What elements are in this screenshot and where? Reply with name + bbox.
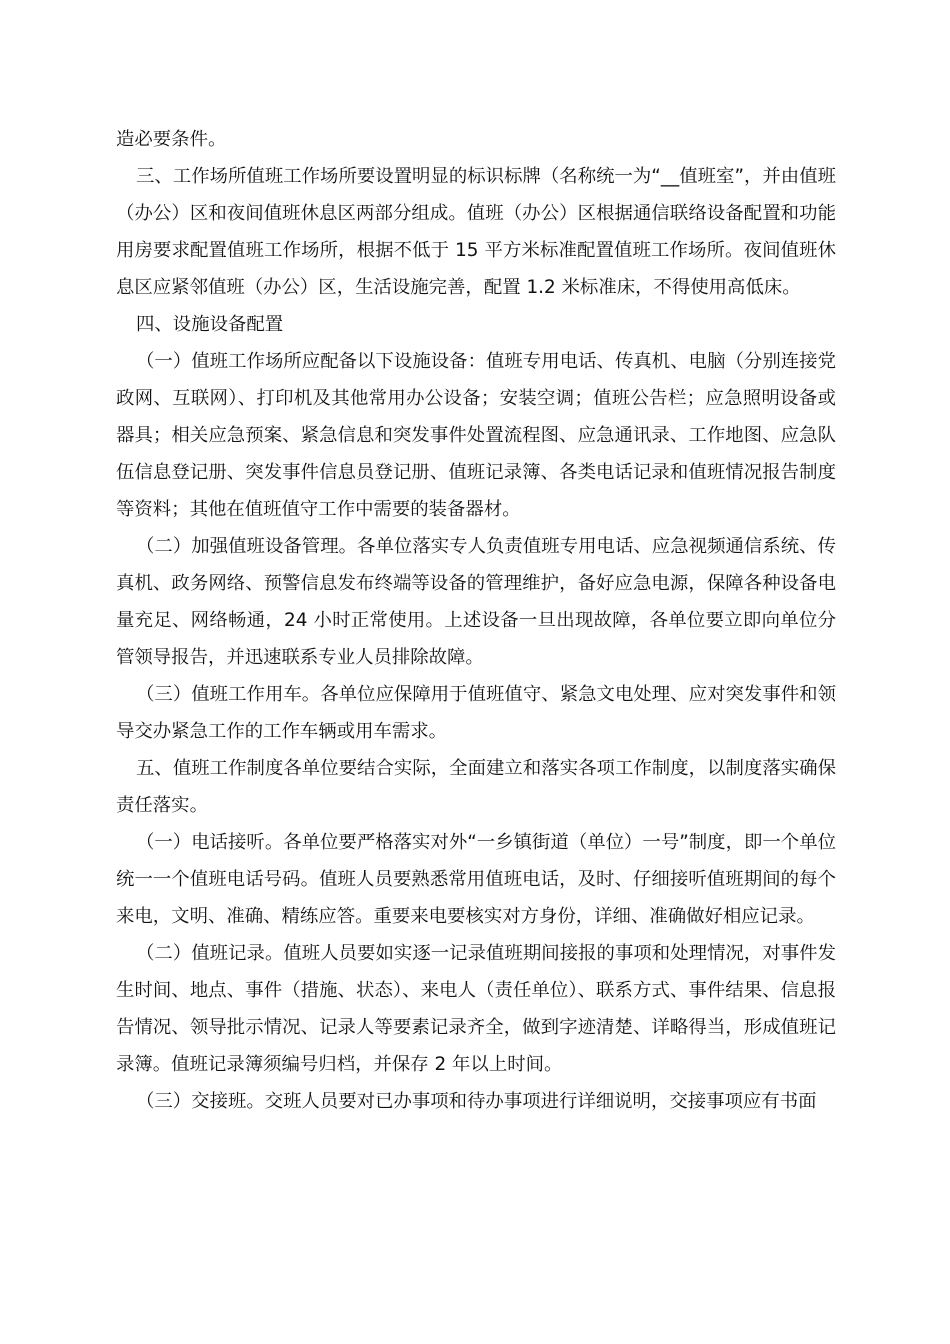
paragraph-5-1-phone-answering: （一）电话接听。各单位要严格落实对外“一乡镇街道（单位）一号”制度，即一个单位统一一个值班电话号码。值班人员要熟悉常用值班电话，及时、仔细接听值班期间的每个来电，文明、准确、精练应答。重要来电要核实对方身份，详细、准确做好相应记录。 — [116, 832, 836, 927]
paragraph-continuation: 造必要条件。 — [116, 129, 227, 150]
paragraph-5-2-duty-records: （二）值班记录。值班人员要如实逐一记录值班期间接报的事项和处理情况，对事件发生时间、地点、事件（措施、状态）、来电人（责任单位）、联系方式、事件结果、信息报告情况、领导批示情况、记录人等要素记录齐全，做到字迹清楚、详略得当，形成值班记录簿。值班记录簿须编号归档，并保存 2 年以上时间。 — [116, 943, 836, 1075]
paragraph-section-3-workplace: 三、工作场所值班工作场所要设置明显的标识标牌（名称统一为“__值班室”，并由值班（办公）区和夜间值班休息区两部分组成。值班（办公）区根据通信联络设备配置和功能用房要求配置值班工作场所，根据不低于 15 平方米标准配置值班工作场所。夜间值班休息区应紧邻值班（办公）区，生活设施完善，配置 1.2 米标准床，不得使用高低床。 — [116, 166, 836, 298]
heading-section-4-facilities: 四、设施设备配置 — [136, 314, 284, 335]
paragraph-4-3-duty-vehicle: （三）值班工作用车。各单位应保障用于值班值守、紧急文电处理、应对突发事件和领导交办紧急工作的工作车辆或用车需求。 — [116, 684, 836, 742]
paragraph-4-1-equipment-list: （一）值班工作场所应配备以下设施设备：值班专用电话、传真机、电脑（分别连接党政网、互联网）、打印机及其他常用办公设备；安装空调；值班公告栏；应急照明设备或器具；相关应急预案、紧急信息和突发事件处置流程图、应急通讯录、工作地图、应急队伍信息登记册、突发事件信息员登记册、值班记录簿、各类电话记录和值班情况报告制度等资料；其他在值班值守工作中需要的装备器材。 — [116, 351, 836, 520]
document-body — [116, 121, 836, 1120]
paragraph-4-2-equipment-management: （二）加强值班设备管理。各单位落实专人负责值班专用电话、应急视频通信系统、传真机、政务网络、预警信息发布终端等设备的管理维护，备好应急电源，保障各种设备电量充足、网络畅通，24 小时正常使用。上述设备一旦出现故障，各单位要立即向单位分管领导报告，并迅速联系专业人员排除故障。 — [116, 536, 836, 668]
paragraph-section-5-duty-system: 五、值班工作制度各单位要结合实际，全面建立和落实各项工作制度，以制度落实确保责任落实。 — [116, 758, 836, 816]
paragraph-5-3-shift-handover: （三）交接班。交班人员要对已办事项和待办事项进行详细说明，交接事项应有书面 — [136, 1091, 817, 1112]
